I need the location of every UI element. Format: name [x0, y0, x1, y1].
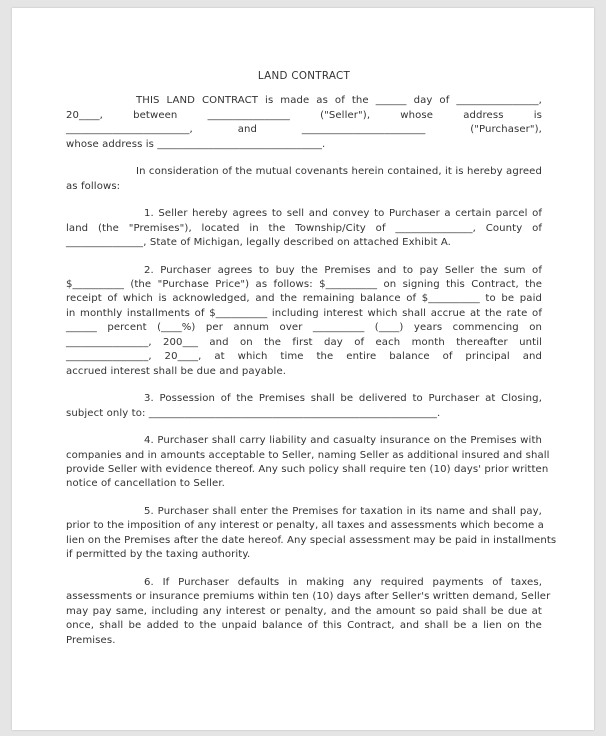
- paragraph-line: in monthly installments of $__________ including interest which shall accrue at the rate of: [66, 307, 542, 319]
- paragraph-line: 4. Purchaser shall carry liability and casualty insurance on the Premises with: [144, 435, 542, 447]
- paragraph-line: may pay same, including any interest or penalty, and the amount so paid shall be due at: [66, 605, 542, 617]
- clause-3: [66, 392, 542, 421]
- contract-body: [66, 69, 557, 661]
- paragraph-line: prior to the imposition of any interest or penalty, all taxes and assessments which become a: [66, 520, 544, 532]
- paragraph-line: 3. Possession of the Premises shall be delivered to Purchaser at Closing,: [144, 393, 542, 405]
- paragraph-line: receipt of which is acknowledged, and the remaining balance of $__________ to be paid: [66, 293, 542, 305]
- document-page: [12, 8, 594, 730]
- paragraph-line: accrued interest shall be due and payable.: [66, 365, 287, 377]
- paragraph-line: assessments or insurance premiums within ten (10) days after Seller's written demand, Seller: [66, 591, 551, 603]
- paragraph-line: ______ percent (____%) per annum over __________ (____) years commencing on: [66, 322, 542, 334]
- paragraph-line: companies and in amounts acceptable to Seller, naming Seller as additional insured and shall: [66, 449, 550, 461]
- paragraph-line: land (the "Premises"), located in the Township/City of _______________, County of: [66, 222, 542, 234]
- clause-1: [66, 207, 542, 250]
- paragraph-line: Premises.: [66, 634, 116, 646]
- clause-6: [66, 576, 551, 648]
- document-title: LAND CONTRACT: [257, 70, 351, 82]
- clause-5: [66, 505, 557, 563]
- paragraph-line: ________________________, and ________________________ ("Purchaser"),: [66, 124, 542, 136]
- clause-2: [66, 264, 542, 380]
- clause-4: [66, 434, 550, 492]
- paragraph-line: In consideration of the mutual covenants herein contained, it is hereby agreed: [136, 166, 542, 178]
- paragraph-line: ________________, 20____, at which time the entire balance of principal and: [66, 351, 542, 363]
- paragraph-line: THIS LAND CONTRACT is made as of the ______ day of ________________,: [136, 95, 542, 107]
- intro-paragraph: [66, 94, 542, 152]
- paragraph-line: whose address is ________________________________.: [66, 138, 326, 150]
- paragraph-line: once, shall be added to the unpaid balance of this Contract, and shall be a lien on the: [66, 620, 542, 632]
- paragraph-line: 1. Seller hereby agrees to sell and convey to Purchaser a certain parcel of: [144, 208, 542, 220]
- paragraph-line: ________________, 200___ and on the first day of each month thereafter until: [66, 336, 542, 348]
- paragraph-line: as follows:: [66, 180, 121, 192]
- paragraph-line: $__________ (the "Purchase Price") as follows: $__________ on signing this Contract, the: [66, 278, 542, 290]
- paragraph-line: _______________, State of Michigan, legally described on attached Exhibit A.: [66, 237, 451, 249]
- consideration-paragraph: [66, 165, 542, 194]
- paragraph-line: 6. If Purchaser defaults in making any required payments of taxes,: [144, 576, 542, 588]
- paragraph-line: 5. Purchaser shall enter the Premises for taxation in its name and shall pay,: [144, 505, 542, 517]
- paragraph-line: if permitted by the taxing authority.: [66, 549, 251, 561]
- paragraph-line: 2. Purchaser agrees to buy the Premises and to pay Seller the sum of: [144, 264, 542, 276]
- paragraph-line: 20____, between ________________ ("Seller"), whose address is: [66, 109, 542, 121]
- paragraph-line: provide Seller with evidence thereof. Any such policy shall require ten (10) days' prior written: [66, 463, 549, 475]
- paragraph-line: notice of cancellation to Seller.: [66, 478, 225, 490]
- paragraph-line: lien on the Premises after the date hereof. Any special assessment may be paid in installments: [66, 534, 557, 546]
- paragraph-line: subject only to: ________________________________________________________.: [66, 407, 441, 419]
